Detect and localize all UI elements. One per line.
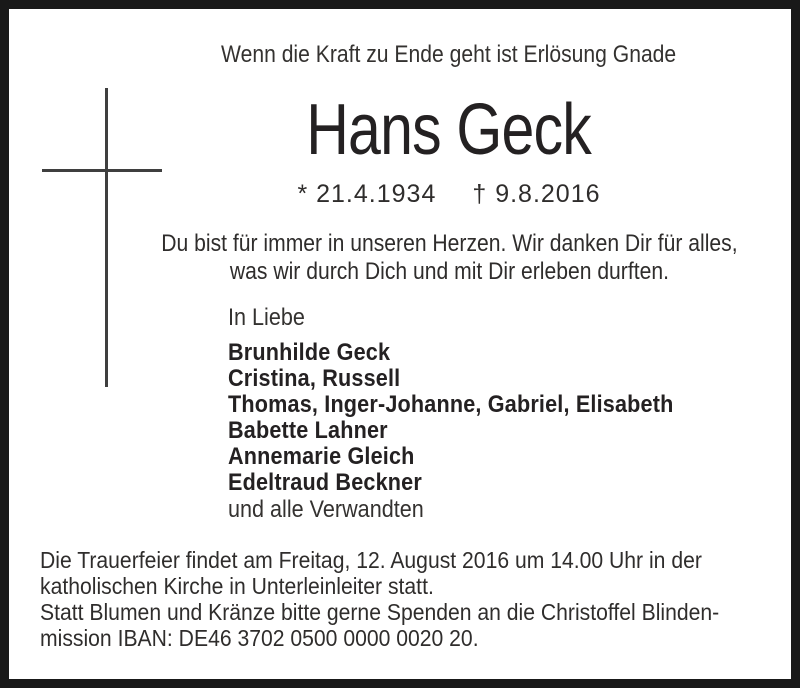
life-dates: [110, 180, 788, 208]
deceased-name-text: Hans Geck: [306, 90, 592, 170]
funeral-info-line: Die Trauerfeier findet am Freitag, 12. August 2016 um 14.00 Uhr in der: [40, 547, 702, 573]
mourner-name: Annemarie Gleich: [228, 443, 415, 470]
epigraph-text: [110, 40, 788, 70]
in-love-label: In Liebe: [228, 304, 305, 331]
mourner-name: Brunhilde Geck: [228, 339, 391, 366]
cross-vertical-bar: [105, 88, 108, 387]
mourner-name: Edeltraud Beckner: [228, 469, 422, 496]
mourner-name: Babette Lahner: [228, 417, 388, 444]
funeral-info-line: katholischen Kirche in Unterleinleiter statt.: [40, 573, 434, 599]
death-date: † 9.8.2016: [472, 180, 601, 208]
cross-horizontal-bar: [42, 169, 162, 172]
condolence-text: [110, 230, 788, 286]
funeral-info-line: mission IBAN: DE46 3702 0500 0000 0020 20.: [40, 625, 479, 651]
birth-date: * 21.4.1934: [297, 180, 437, 208]
deceased-name: [110, 92, 788, 168]
mourner-name: Thomas, Inger-Johanne, Gabriel, Elisabeth: [228, 391, 674, 418]
condolence-line: Du bist für immer in unseren Herzen. Wir danken Dir für alles,: [160, 230, 738, 257]
funeral-info-block: [40, 547, 719, 651]
relatives-line: und alle Verwandten: [228, 496, 424, 523]
mourners-block: [228, 304, 673, 524]
funeral-info-line: Statt Blumen und Kränze bitte gerne Spenden an die Christoffel Blinden-: [40, 599, 720, 625]
mourner-name: Cristina, Russell: [228, 365, 401, 392]
condolence-line: was wir durch Dich und mit Dir erleben durften.: [229, 258, 669, 285]
epigraph-line: Wenn die Kraft zu Ende geht ist Erlösung Gnade: [221, 41, 677, 68]
